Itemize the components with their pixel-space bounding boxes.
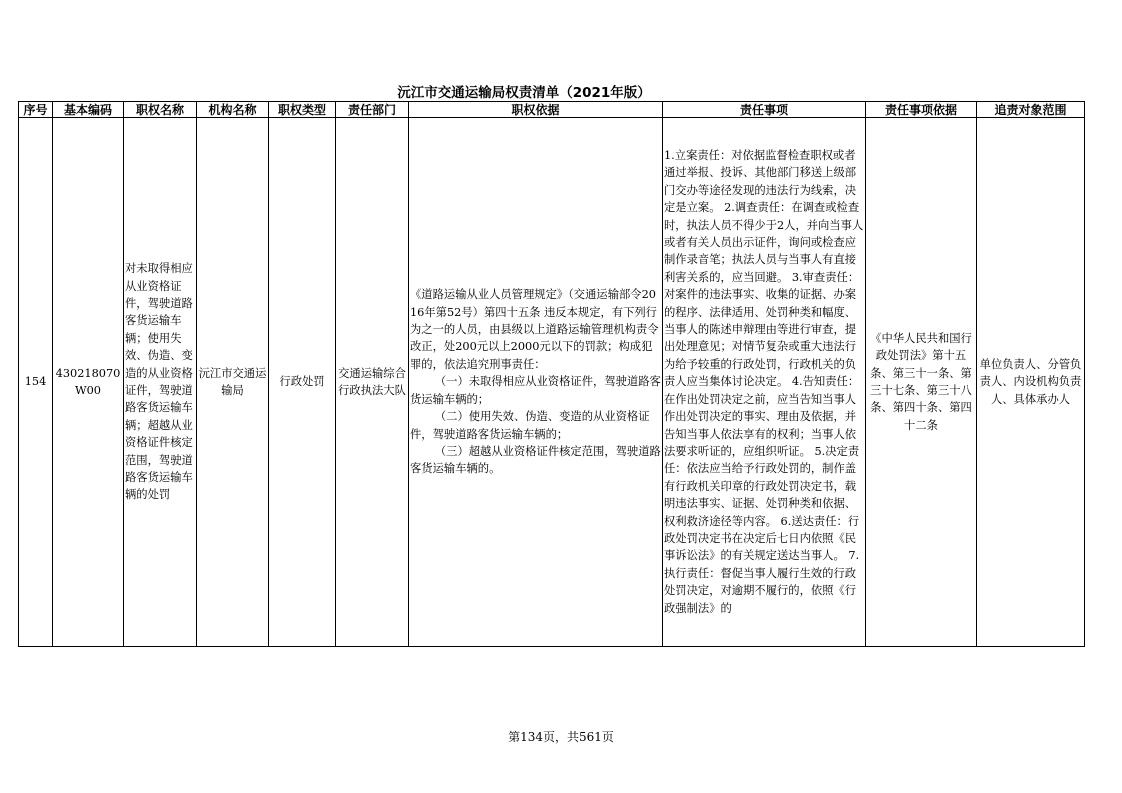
cell-org-name: 沅江市交通运输局: [197, 118, 269, 647]
table-header-row: [19, 102, 1085, 118]
table-row: [19, 118, 1085, 647]
header-responsibilities: 责任事项: [663, 102, 866, 118]
basis-item-3: （三）超越从业资格证件核定范围，驾驶道路客货运输车辆的。: [410, 444, 661, 476]
cell-resp-basis: 《中华人民共和国行政处罚法》第十五条、第三十一条、第三十七条、第三十八条、第四十条、第四十二条: [866, 118, 977, 647]
cell-basis: [409, 118, 663, 647]
header-accountability: 追责对象范围: [977, 102, 1085, 118]
header-code: 基本编码: [53, 102, 124, 118]
cell-responsibilities: 1.立案责任：对依据监督检查职权或者通过举报、投诉、其他部门移送上级部门交办等途径发现的违法行为线索，决定是立案。 2.调查责任：在调查或检查时，执法人员不得少于2人，并向当事人或者有关人员出示证件，询问或检查应制作录音笔；执法人员与当事人有直接利害关系的，应当回避。 3.审查责任：对案件的违法事实、收集的证据、办案的程序、法律适用、处罚种类和幅度、当事人的陈述申辩理由等进行审查，提出处理意见；对情节复杂或重大违法行为给予较重的行政处罚，行政机关的负责人应当集体讨论决定。 4.告知责任：在作出处罚决定之前，应当告知当事人作出处罚决定的事实、理由及依据，并告知当事人依法享有的权利；当事人依法要求听证的，应组织听证。 5.决定责任：依法应当给予行政处罚的，制作盖有行政机关印章的行政处罚决定书，载明违法事实、证据、处罚种类和依据、权利救济途径等内容。 6.送达责任：行政处罚决定书在决定后七日内依照《民事诉讼法》的有关规定送达当事人。 7.执行责任：督促当事人履行生效的行政处罚决定，对逾期不履行的，依照《行政强制法》的: [663, 118, 866, 647]
document-title: 沅江市交通运输局权责清单（2021年版）: [397, 85, 651, 101]
basis-item-2: （二）使用失效、伪造、变造的从业资格证件，驾驶道路客货运输车辆的；: [410, 410, 650, 441]
cell-code: 430218070W00: [53, 118, 124, 647]
header-org-name: 机构名称: [197, 102, 269, 118]
header-power-type: 职权类型: [269, 102, 336, 118]
cell-seq: 154: [19, 118, 53, 647]
cell-power-name: 对未取得相应从业资格证件，驾驶道路客货运输车辆；使用失效、伪造、变造的从业资格证件，驾驶道路客货运输车辆；超越从业资格证件核定范围，驾驶道路客货运输车辆的处罚: [124, 118, 197, 647]
header-power-name: 职权名称: [124, 102, 197, 118]
header-dept: 责任部门: [336, 102, 409, 118]
basis-paragraph-main: 《道路运输从业人员管理规定》（交通运输部令2016年第52号）第四十五条 违反本规定，有下列行为之一的人员，由县级以上道路运输管理机构责令改正，处200元以上2000元以下的罚款；构成犯罪的，依法追究刑事责任：: [410, 288, 659, 371]
cell-accountability: 单位负责人、分管负责人、内设机构负责人、具体承办人: [977, 118, 1085, 647]
page-number: 第134页，共561页: [508, 730, 614, 744]
header-basis: 职权依据: [409, 102, 663, 118]
header-seq: 序号: [19, 102, 53, 118]
basis-item-1: （一）未取得相应从业资格证件，驾驶道路客货运输车辆的；: [410, 375, 661, 406]
cell-power-type: 行政处罚: [269, 118, 336, 647]
duty-list-table: [18, 101, 1085, 647]
header-resp-basis: 责任事项依据: [866, 102, 977, 118]
cell-dept: 交通运输综合行政执法大队: [336, 118, 409, 647]
